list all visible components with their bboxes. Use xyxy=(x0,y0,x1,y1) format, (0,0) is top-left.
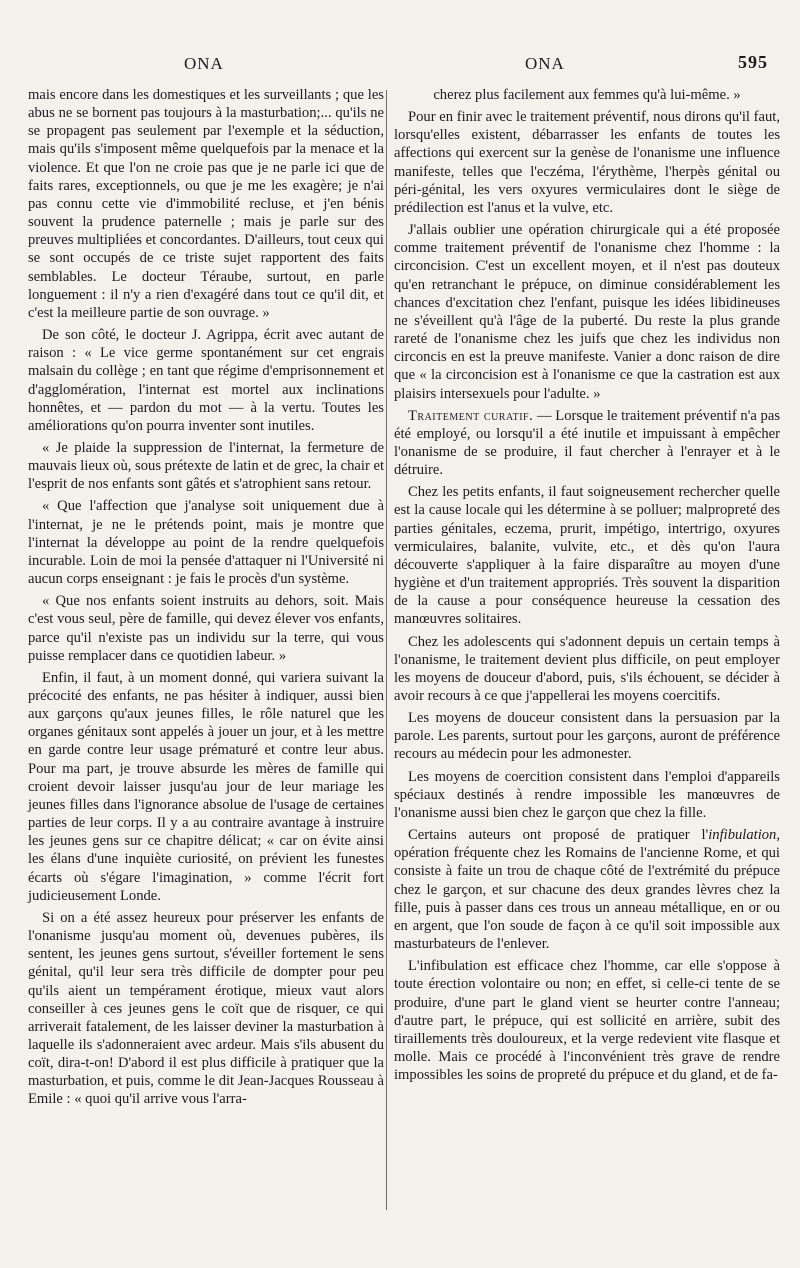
paragraph-text: Certains auteurs ont proposé de pratiquer l' xyxy=(408,827,709,844)
paragraph: L'infibulation est efficace chez l'homme, car elle s'oppose à toute érection volontaire ou non; en effet, si celle-ci tente de se produire, d'une part le gland vient se heurter contre l'anneau; d'autre part, le prépuce, qui est sollicité en arrière, subit des tiraillements très douloureux, et la verge redevient vite flasque et molle. Mais ce procédé à l'inconvénient très grave de rendre impossibles les soins de propreté du prépuce et du gland, et de fa- xyxy=(394,958,780,1084)
column-divider xyxy=(386,90,387,1210)
paragraph: « Je plaide la suppression de l'internat, la fermeture de mauvais lieux où, sous prétexte de latin et de grec, la chair et l'esprit de nos enfants sont gâtés et s'atrophient sans retour. xyxy=(28,439,384,493)
italic-term: infibulation xyxy=(708,827,777,844)
right-column xyxy=(394,86,780,1088)
paragraph: Les moyens de douceur consistent dans la persuasion par la parole. Les parents, surtout pour les garçons, auront de préférence recours au médecin pour les admonester. xyxy=(394,710,780,763)
paragraph: Enfin, il faut, à un moment donné, qui variera suivant la précocité des enfants, ne pas hésiter à indiquer, aussi bien aux garçons qu'aux jeunes filles, le rôle naturel que les organes génitaux sont appelés à jouer un jour, et à les mettre en garde contre leur usage prématuré et contre leur abus. Pour ma part, je trouve absurde les mères de famille qui croient devoir laisser jusqu'au jour de leur mariage les jeunes filles dans l'ignorance absolue de l'usage de certaines parties de leur corps. Il y a au contraire avantage à instruire les jeunes gens sur ce chapitre délicat; « car on évite ainsi les élans d'une inquiète curiosité, on prévient les funestes écarts où s'égare l'imagination, » comme l'écrit fort judicieusement Londe. xyxy=(28,669,384,904)
running-head xyxy=(0,48,800,78)
running-title-left: ONA xyxy=(184,54,224,73)
paragraph: Chez les adolescents qui s'adonnent depuis un certain temps à l'onanisme, le traitement devient plus difficile, on peut employer les moyens de douceur d'abord, puis, s'ils échouent, se décider à avoir recours à ce que j'appellerai les moyens coercitifs. xyxy=(394,633,780,704)
paragraph: De son côté, le docteur J. Agrippa, écrit avec autant de raison : « Le vice germe spontanément sur cet engrais malsain du collège ; en tant que régime d'emprisonnement et d'agglomération, l'internat est mortel aux inclinations honnêtes, et — pardon du mot — à la vertu. Toutes les améliorations qu'on pourra inventer sont inutiles. xyxy=(28,327,384,434)
paragraph: Chez les petits enfants, il faut soigneusement rechercher quelle est la cause locale qui les détermine à se polluer; malpropreté des parties génitales, eczema, prurit, impétigo, intertrigo, oxyures vermiculaires, balanite, vulvite, etc., et dès qu'on l'aura découverte s'appliquer à la faire disparaître au moyen d'une hygiène et d'un traitement appropriés. Très souvent la disparition de la cause a pour conséquence heureuse la cessation des manœuvres solitaires. xyxy=(394,484,780,628)
paragraph: Les moyens de coercition consistent dans l'emploi d'appareils spéciaux destinés à rendre impossible les manœuvres de l'onanisme aussi bien chez le garçon que chez la fille. xyxy=(394,768,780,821)
section-heading: Traitement curatif. xyxy=(408,407,534,424)
paragraph: Pour en finir avec le traitement préventif, nous dirons qu'il faut, lorsqu'elles existent, débarrasser les enfants de toutes les affections qui exercent sur la genèse de l'onanisme une influence manifeste, telles que l'eczéma, l'érythème, l'herpès génital ou péri-génital, les vers oxyures vermiculaires dont le siège de prédilection est l'anus et la vulve, etc. xyxy=(394,109,780,216)
paragraph-text: — Lorsque le traitement préventif n'a pas été employé, ou lorsqu'il a été inutile et impuissant à empêcher l'onanisme de se produire, il faut chercher à l'enrayer et à le détruire. xyxy=(394,407,781,479)
paragraph: cherez plus facilement aux femmes qu'à lui-même. » xyxy=(433,87,741,103)
running-title-right: ONA xyxy=(525,54,565,73)
paragraph: « Que l'affection que j'analyse soit uniquement due à l'internat, je ne le prétends point, mais je montre que l'internat la développe au point de la rendre quelquefois incurable. Loin de moi la pensée d'attaquer ni l'Université ni aucun corps enseignant : je fais le procès d'un système. xyxy=(28,498,384,588)
paragraph-text: , opération fréquente chez les Romains de l'ancienne Rome, et qui consiste à faite un trou de chaque côté de l'extrémité du prépuce chez le garçon, et sur chacune des deux grandes lèvres chez la fille, puis à passer dans ces trous un anneau métallique, en or ou en argent, que l'on soude de façon à ce qu'il soit impossible aux masturbateurs de l'enlever. xyxy=(394,827,780,953)
paragraph xyxy=(394,826,780,953)
paragraph: J'allais oublier une opération chirurgicale qui a été proposée comme traitement préventif de l'onanisme chez l'homme : la circoncision. C'est un excellent moyen, et il n'est pas douteux qu'en retranchant le prépuce, on diminue considérablement les chances d'excitation chez l'enfant, puisque les idées libidineuses ne s'éveillent qu'à l'âge de la puberté. Du reste la plus grande rareté de l'onanisme chez les juifs que chez les individus non circoncis en est la preuve manifeste. Vanier a donc raison de dire que « la circoncision est à l'onanisme ce que la castration est aux plaisirs intersexuels pour l'adulte. » xyxy=(394,222,780,402)
paragraph: « Que nos enfants soient instruits au dehors, soit. Mais c'est vous seul, père de famille, qui devez élever vos enfants, parce qu'il n'existe pas un individu sur la terre, qui vous puisse remplacer dans ce quotidien labeur. » xyxy=(28,593,384,664)
paragraph xyxy=(394,407,780,480)
page-number: 595 xyxy=(738,52,768,72)
paragraph: Si on a été assez heureux pour préserver les enfants de l'onanisme jusqu'au moment où, devenues pubères, ils sentent, les jeunes gens surtout, s'éveiller fortement le sens génital, qu'il leur sera très difficile de dompter pour peu qu'ils aient un tempérament érotique, mieux vaut alors conseiller à ces jeunes gens le coït que de risquer, ce qui arriverait fatalement, de les laisser deviner la masturbation à laquelle ils s'adonneraient avec ardeur. Mais s'ils abusent du coït, dira-t-on! D'abord il est plus difficile à pratiquer que la masturbation, et puis, comme le dit Jean-Jacques Rousseau à Emile : « quoi qu'il arrive vous l'arra- xyxy=(28,909,384,1108)
left-column xyxy=(28,86,384,1113)
paragraph: mais encore dans les domestiques et les surveillants ; que les abus ne se bornent pas toujours à la masturbation;... qu'ils ne se propagent pas seulement par l'exemple et la séduction, mais qu'ils s'imposent même quelquefois par la menace et la violence. Et que l'on ne croie pas que je ne parle ici que de faits rares, exceptionnels, ou que je me les exagère; je n'ai pas connu cette vie d'immobilité recluse, et j'en bénis souvent la prudence paternelle ; mais je parle sur des preuves multipliées et concordantes. D'ailleurs, tout ceux qui se sont occupés de ce triste sujet rapportent des faits semblables. Le docteur Téraube, surtout, en parle longuement : il n'y a rien d'exagéré dans tout ce qu'il dit, et c'est la meilleure partie de son ouvrage. » xyxy=(28,87,384,321)
